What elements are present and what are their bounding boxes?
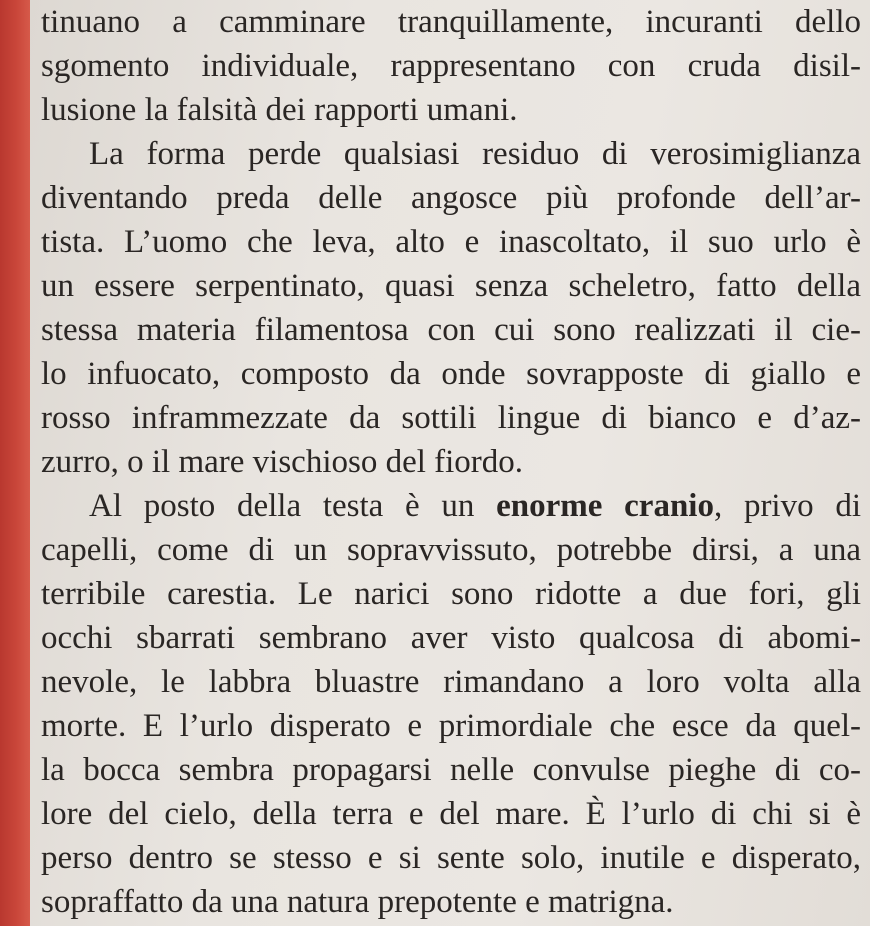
text-line: terribile carestia. Le narici sono ridotte a due fori, gli (41, 576, 861, 612)
cover-edge (0, 0, 30, 926)
text-run: Al posto della testa è un (89, 488, 497, 524)
text-line: sgomento individuale, rappresentano con cruda disil- (41, 48, 861, 84)
text-line: tista. L’uomo che leva, alto e inascoltato, il suo urlo è (41, 224, 861, 260)
text-line: capelli, come di un sopravvissuto, potrebbe dirsi, a una (41, 532, 861, 568)
text-run: , privo di (713, 488, 861, 524)
text-line: La forma perde qualsiasi residuo di verosimiglianza (89, 136, 861, 172)
text-line: la bocca sembra propagarsi nelle convulse pieghe di co- (41, 752, 861, 788)
text-line: nevole, le labbra bluastre rimandano a loro volta alla (41, 664, 861, 700)
emphasized-phrase: enorme cranio (496, 488, 714, 524)
text-line: zurro, o il mare vischioso del fiordo. (41, 444, 524, 480)
text-line: lore del cielo, della terra e del mare. È l’urlo di chi si è (41, 796, 861, 832)
text-line: occhi sbarrati sembrano aver visto qualcosa di abomi- (41, 620, 861, 656)
text-line (41, 484, 861, 528)
text-line: sopraffatto da una natura prepotente e matrigna. (41, 884, 674, 920)
text-line: perso dentro se stesso e si sente solo, inutile e disperato, (41, 840, 861, 876)
text-line: stessa materia filamentosa con cui sono realizzati il cie- (41, 312, 861, 348)
text-line: rosso inframmezzate da sottili lingue di bianco e d’az- (41, 400, 861, 436)
text-line: diventando preda delle angosce più profonde dell’ar- (41, 180, 861, 216)
text-line: lo infuocato, composto da onde sovrapposte di giallo e (41, 356, 861, 392)
text-line: un essere serpentinato, quasi senza scheletro, fatto della (41, 268, 861, 304)
text-line: morte. E l’urlo disperato e primordiale che esce da quel- (41, 708, 861, 744)
body-text (41, 0, 861, 924)
text-line: lusione la falsità dei rapporti umani. (41, 92, 518, 128)
text-line: tinuano a camminare tranquillamente, incuranti dello (41, 4, 861, 40)
